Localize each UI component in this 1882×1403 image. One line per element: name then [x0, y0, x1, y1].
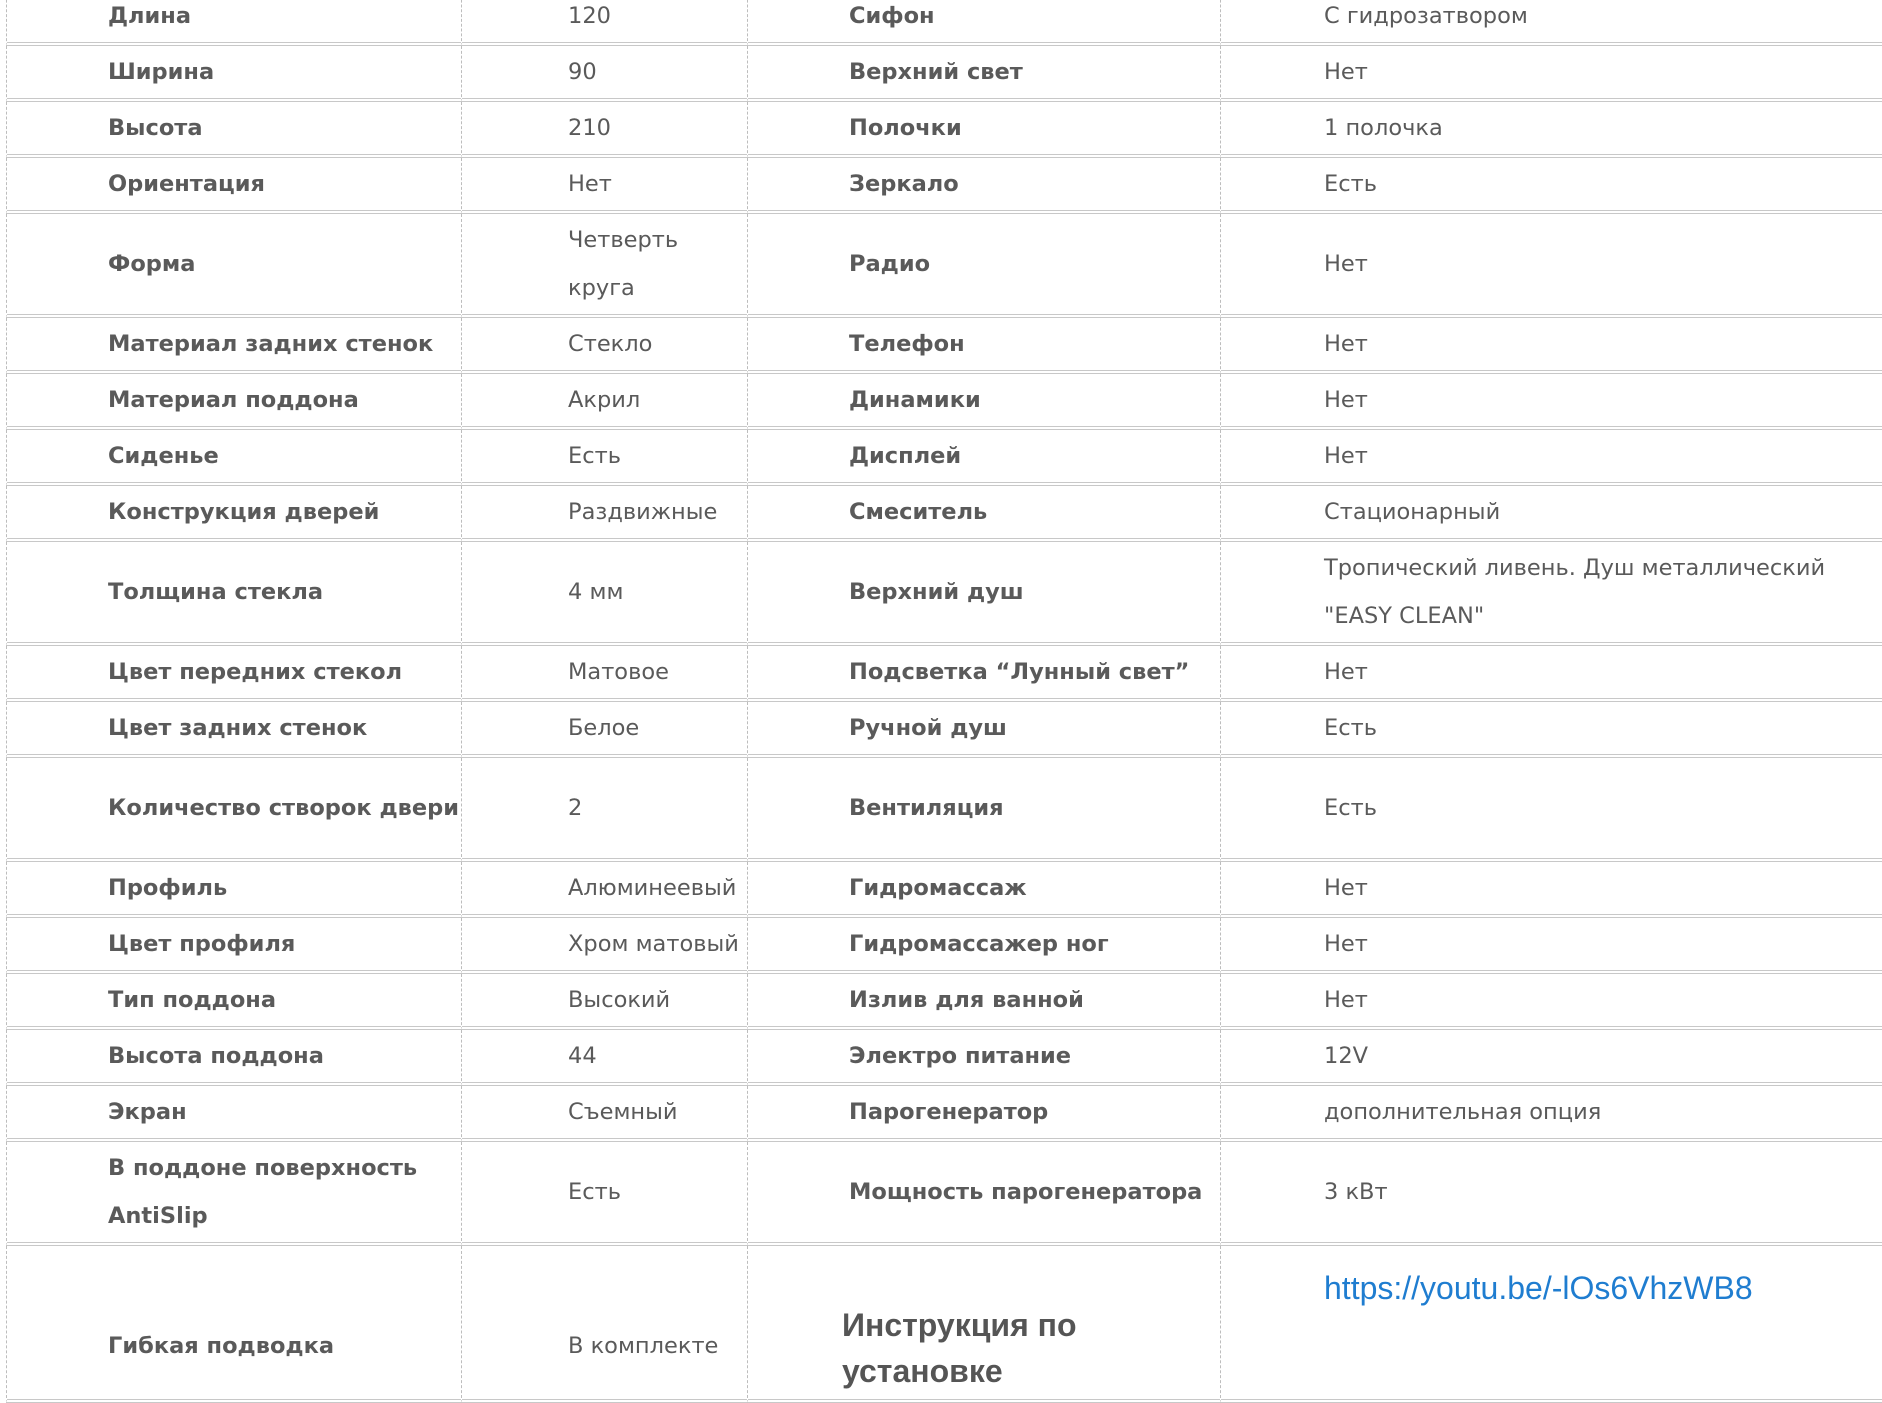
- spec-label: Ширина: [6, 46, 462, 102]
- spec-value: Нет: [1221, 918, 1882, 974]
- spec-label: Материал задних стенок: [6, 318, 462, 374]
- spec-label: Цвет передних стекол: [6, 646, 462, 702]
- spec-label: Высота: [6, 102, 462, 158]
- instruction-heading: Инструкция по установке: [842, 1307, 1077, 1389]
- spec-value: 210: [462, 102, 748, 158]
- spec-label: Экран: [6, 1086, 462, 1142]
- spec-label: Радио: [748, 214, 1221, 318]
- spec-label-text: Гибкая подводка: [108, 1332, 335, 1359]
- table-row: [6, 1142, 1882, 1246]
- spec-label: Тип поддона: [6, 974, 462, 1030]
- spec-value: 2: [462, 758, 748, 862]
- spec-label: Материал поддона: [6, 374, 462, 430]
- spec-value: Есть: [462, 1142, 748, 1246]
- spec-value: 1 полочка: [1221, 102, 1882, 158]
- spec-value: Нет: [462, 158, 748, 214]
- instruction-link-cell: [1221, 1246, 1882, 1403]
- spec-label: Конструкция дверей: [6, 486, 462, 542]
- spec-label: Гидромассажер ног: [748, 918, 1221, 974]
- spec-label: Вентиляция: [748, 758, 1221, 862]
- spec-label: Мощность парогенератора: [748, 1142, 1221, 1246]
- spec-label: Профиль: [6, 862, 462, 918]
- spec-value: Тропический ливень. Душ металлический "EASY CLEAN": [1221, 542, 1882, 646]
- spec-value: Есть: [1221, 158, 1882, 214]
- table-row: [6, 102, 1882, 158]
- spec-label: В поддоне поверхность AntiSlip: [6, 1142, 462, 1246]
- table-row: [6, 214, 1882, 318]
- spec-value: 44: [462, 1030, 748, 1086]
- table-row: [6, 0, 1882, 46]
- spec-label: Сиденье: [6, 430, 462, 486]
- spec-value: Четверть круга: [462, 214, 748, 318]
- spec-label: Цвет профиля: [6, 918, 462, 974]
- spec-label: Электро питание: [748, 1030, 1221, 1086]
- table-row: [6, 374, 1882, 430]
- spec-value: Нет: [1221, 646, 1882, 702]
- spec-label: Парогенератор: [748, 1086, 1221, 1142]
- table-row: [6, 758, 1882, 862]
- spec-value: Нет: [1221, 862, 1882, 918]
- spec-value: Нет: [1221, 318, 1882, 374]
- spec-label: Подсветка “Лунный свет”: [748, 646, 1221, 702]
- spec-value: Нет: [1221, 214, 1882, 318]
- video-link[interactable]: https://youtu.be/-lOs6VhzWB8: [1324, 1270, 1753, 1306]
- spec-value: Раздвижные: [462, 486, 748, 542]
- spec-label: Сифон: [748, 0, 1221, 46]
- spec-value: Нет: [1221, 46, 1882, 102]
- spec-label: Длина: [6, 0, 462, 46]
- spec-value: 90: [462, 46, 748, 102]
- spec-value: 12V: [1221, 1030, 1882, 1086]
- table-row: [6, 430, 1882, 486]
- spec-value: Высокий: [462, 974, 748, 1030]
- table-row: [6, 318, 1882, 374]
- spec-label: Зеркало: [748, 158, 1221, 214]
- spec-label: Верхний свет: [748, 46, 1221, 102]
- spec-label: Гидромассаж: [748, 862, 1221, 918]
- spec-value: Нет: [1221, 974, 1882, 1030]
- spec-value-text: В комплекте: [568, 1332, 719, 1359]
- spec-label: Высота поддона: [6, 1030, 462, 1086]
- spec-value: Стекло: [462, 318, 748, 374]
- table-row: [6, 1246, 1882, 1403]
- table-row: [6, 158, 1882, 214]
- spec-value: Съемный: [462, 1086, 748, 1142]
- spec-label: Полочки: [748, 102, 1221, 158]
- table-row: [6, 862, 1882, 918]
- spec-label: Телефон: [748, 318, 1221, 374]
- spec-label: Верхний душ: [748, 542, 1221, 646]
- spec-value: 4 мм: [462, 542, 748, 646]
- spec-value: Акрил: [462, 374, 748, 430]
- spec-value: Стационарный: [1221, 486, 1882, 542]
- table-row: [6, 974, 1882, 1030]
- instruction-heading-cell: [748, 1246, 1221, 1403]
- spec-label: Дисплей: [748, 430, 1221, 486]
- spec-value: 120: [462, 0, 748, 46]
- spec-label: Излив для ванной: [748, 974, 1221, 1030]
- spec-label: Количество створок двери: [6, 758, 462, 862]
- spec-value: Нет: [1221, 430, 1882, 486]
- spec-value: С гидрозатвором: [1221, 0, 1882, 46]
- spec-label: Динамики: [748, 374, 1221, 430]
- spec-label: Толщина стекла: [6, 542, 462, 646]
- table-row: [6, 702, 1882, 758]
- spec-value: Есть: [462, 430, 748, 486]
- spec-value: дополнительная опция: [1221, 1086, 1882, 1142]
- spec-value: Матовое: [462, 646, 748, 702]
- spec-label: Форма: [6, 214, 462, 318]
- spec-label: Ручной душ: [748, 702, 1221, 758]
- table-row: [6, 646, 1882, 702]
- spec-table: [6, 0, 1882, 1403]
- spec-value: [462, 1246, 748, 1403]
- spec-label: Цвет задних стенок: [6, 702, 462, 758]
- spec-value: Есть: [1221, 702, 1882, 758]
- table-row: [6, 542, 1882, 646]
- table-row: [6, 1086, 1882, 1142]
- table-row: [6, 46, 1882, 102]
- table-row: [6, 918, 1882, 974]
- spec-label: Смеситель: [748, 486, 1221, 542]
- spec-value: Алюминеевый: [462, 862, 748, 918]
- spec-table-body: [6, 0, 1882, 1403]
- spec-value: 3 кВт: [1221, 1142, 1882, 1246]
- spec-value: Есть: [1221, 758, 1882, 862]
- spec-value: Хром матовый: [462, 918, 748, 974]
- spec-value: Нет: [1221, 374, 1882, 430]
- spec-label: [6, 1246, 462, 1403]
- spec-label: Ориентация: [6, 158, 462, 214]
- spec-value: Белое: [462, 702, 748, 758]
- table-row: [6, 1030, 1882, 1086]
- table-row: [6, 486, 1882, 542]
